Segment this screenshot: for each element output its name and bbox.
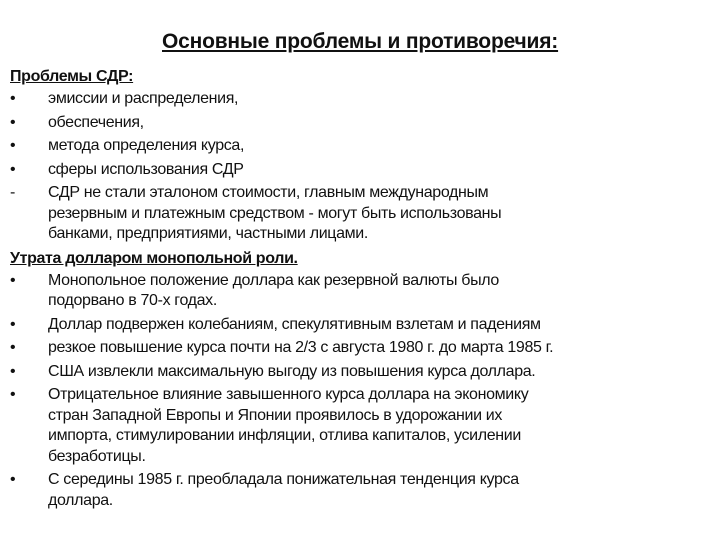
list-item-text: сферы использования СДР — [48, 160, 244, 178]
list-item-text: банками, предприятиями, частными лицами. — [48, 225, 368, 242]
list-item — [10, 271, 715, 312]
list-item — [10, 385, 715, 467]
list-item — [10, 136, 715, 157]
list-item-text: подорвано в 70-х годах. — [48, 292, 217, 309]
list-item-text: Монопольное положение доллара как резервной валюты было — [48, 271, 499, 289]
bullet-icon: • — [10, 471, 16, 488]
list-item-text: резкое повышение курса почти на 2/3 с августа 1980 г. до марта 1985 г. — [48, 339, 554, 356]
bullet-icon: • — [10, 113, 16, 131]
bullet-icon: • — [10, 315, 16, 333]
list-item — [10, 183, 715, 245]
list-item-text: импорта, стимулировании инфляции, отлива капиталов, усилении — [48, 427, 521, 444]
list-item — [10, 338, 715, 359]
list-item-text: стран Западной Европы и Японии проявилось в удорожании их — [48, 406, 502, 424]
bullet-icon: • — [10, 137, 16, 154]
list-item — [10, 315, 715, 336]
list-item — [10, 470, 715, 511]
list-item-text: безработицы. — [48, 447, 146, 465]
section-heading: Проблемы СДР: — [10, 68, 134, 85]
slide-title: Основные проблемы и противоречия: — [162, 30, 559, 53]
list-item — [10, 113, 715, 134]
bullet-icon: • — [10, 90, 16, 107]
bullet-icon: • — [10, 160, 16, 178]
list-item — [10, 362, 715, 383]
list-item — [10, 160, 715, 181]
list-item-text: С середины 1985 г. преобладала понижательная тенденция курса — [48, 471, 519, 488]
list-item-text: СДР не стали эталоном стоимости, главным международным — [48, 184, 489, 201]
list-item-text: обеспечения, — [48, 113, 144, 131]
list-item — [10, 89, 715, 110]
list-item-text: Отрицательное влияние завышенного курса доллара на экономику — [48, 386, 529, 403]
slide-content — [10, 66, 715, 514]
list-item-text: США извлекли максимальную выгоду из повышения курса доллара. — [48, 362, 536, 380]
list-item-text: Доллар подвержен колебаниям, спекулятивным взлетам и падениям — [48, 315, 541, 333]
bullet-icon: • — [10, 386, 16, 403]
list-item-text: метода определения курса, — [48, 137, 245, 154]
bullet-icon: • — [10, 339, 16, 356]
list-item-text: эмиссии и распределения, — [48, 90, 239, 107]
bullet-icon: • — [10, 271, 16, 289]
list-item-text: резервным и платежным средством - могут быть использованы — [48, 204, 502, 222]
bullet-icon: • — [10, 362, 16, 380]
list-item-text: доллара. — [48, 491, 113, 509]
section-heading: Утрата долларом монопольной роли. — [10, 249, 298, 267]
dash-marker: - — [10, 184, 15, 201]
